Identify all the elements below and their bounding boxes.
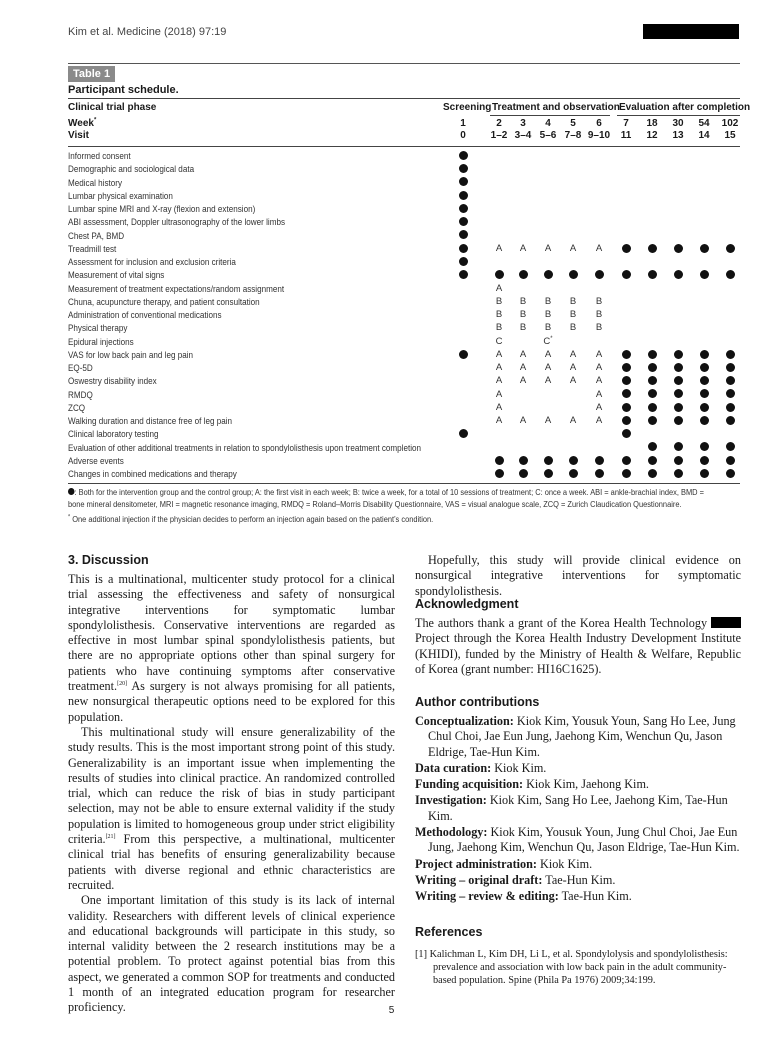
filled-dot-icon (618, 455, 634, 467)
filled-dot-icon (565, 269, 581, 281)
row-label: Oswestry disability index (68, 376, 157, 387)
filled-dot-icon (591, 269, 607, 281)
schedule-cell: A (495, 282, 503, 294)
schedule-cell: B (519, 295, 527, 307)
filled-dot-icon (722, 243, 738, 255)
filled-dot-icon (670, 349, 686, 361)
schedule-cell: A (595, 362, 603, 373)
filled-dot-icon (618, 375, 634, 387)
schedule-cell: B (495, 309, 503, 320)
contribution-item: Conceptualization: Kiok Kim, Yousuk Youn, Sang Ho Lee, Jung Chul Choi, Jae Eun Jung, Jaehong Kim, Wenchun Qu, Jason Eldrige, Tae-Hun Kim. (415, 714, 736, 759)
contribution-item: Investigation: Kiok Kim, Sang Ho Lee, Jaehong Kim, Tae-Hun Kim. (415, 793, 728, 823)
discussion-paragraph-3: One important limitation of this study is its lack of internal validity. Researchers with different levels of clinical experience and educational backgrounds will participate in this study, so internal validity between the 2 research institutions may be a potential problem. To protect against potential bias from this aspect, we generated a common SOP for treatments and conducted 1 month of an integrated education program for researcher proficiency. (68, 893, 395, 1015)
acknowledgment-heading: Acknowledgment (415, 597, 519, 611)
group-evaluation: Evaluation after completion (619, 102, 751, 113)
filled-dot-icon (722, 375, 738, 387)
row-label: Changes in combined medications and therapy (68, 469, 237, 479)
row-label: Demographic and sociological data (68, 164, 195, 175)
week-cell: 3 (520, 118, 526, 129)
row-label: ZCQ (68, 402, 86, 413)
filled-dot-icon (455, 230, 471, 242)
visit-cell: 5–6 (539, 130, 557, 141)
filled-dot-icon (696, 362, 712, 374)
filled-dot-icon (696, 389, 712, 401)
schedule-cell: A (495, 375, 503, 387)
schedule-cell: A (544, 348, 552, 360)
schedule-cell: B (495, 295, 503, 307)
filled-dot-icon (591, 455, 607, 467)
page-number: 5 (388, 1005, 395, 1016)
filled-dot-icon (644, 415, 660, 427)
schedule-cell: B (544, 309, 552, 320)
filled-dot-icon (455, 349, 471, 361)
schedule-cell: A (544, 415, 552, 426)
week-cell: 30 (672, 118, 684, 129)
table-bottom-rule (68, 483, 740, 484)
row-label: Evaluation of other additional treatments in relation to spondylolisthesis upon treatment completion (68, 442, 422, 453)
header-rule (68, 63, 740, 64)
filled-dot-icon (722, 468, 738, 480)
discussion-heading: 3. Discussion (68, 553, 149, 567)
schedule-cell: A (569, 348, 577, 360)
filled-dot-icon (670, 362, 686, 374)
filled-dot-icon (644, 243, 660, 255)
filled-dot-icon (515, 455, 531, 467)
week-cell: 6 (596, 118, 602, 129)
contributions-list (415, 714, 741, 906)
table-caption: Participant schedule. (68, 84, 179, 96)
visit-cell: 3–4 (514, 130, 532, 141)
visit-cell: 7–8 (564, 130, 582, 141)
filled-dot-icon (491, 455, 507, 467)
schedule-cell: A (569, 375, 577, 387)
filled-dot-icon (455, 243, 471, 255)
schedule-cell: A (495, 401, 503, 413)
week-header: Week* (68, 117, 97, 129)
filled-dot-icon (618, 468, 634, 480)
reference-item: [1] Kalichman L, Kim DH, Li L, et al. Spondylolysis and spondylolisthesis: prevalence and association with low back pain in the adult community-based population. Spine (Phila Pa 1976) 2009;34:199. (415, 949, 728, 986)
schedule-cell: B (595, 295, 603, 307)
visit-header: Visit (68, 130, 89, 141)
visit-cell: 9–10 (587, 130, 611, 141)
visit-cell: 14 (698, 130, 710, 141)
row-label: Treadmill test (68, 243, 117, 254)
schedule-cell: B (495, 322, 503, 334)
phase-header: Clinical trial phase (68, 102, 157, 113)
filled-dot-icon (618, 349, 634, 361)
row-label: Measurement of treatment expectations/random assignment (68, 283, 285, 294)
filled-dot-icon (618, 402, 634, 414)
filled-dot-icon (644, 389, 660, 401)
schedule-cell: A (519, 415, 527, 426)
row-label: Walking duration and distance free of leg pain (68, 416, 233, 426)
schedule-cell: B (569, 322, 577, 334)
filled-dot-icon (670, 402, 686, 414)
filled-dot-icon (644, 375, 660, 387)
visit-cell: 1–2 (490, 130, 508, 141)
row-label: Clinical laboratory testing (68, 429, 159, 440)
row-label: EQ-5D (68, 363, 93, 373)
visit-cell: 13 (672, 130, 684, 141)
visit-cell: 15 (724, 130, 736, 141)
discussion-text (68, 572, 395, 1016)
group-rule-treatment (490, 115, 610, 116)
filled-dot-icon (618, 243, 634, 255)
filled-dot-icon (644, 269, 660, 281)
filled-dot-icon (618, 428, 634, 440)
contributions-heading: Author contributions (415, 695, 540, 709)
filled-dot-icon (455, 190, 471, 202)
schedule-cell: A (569, 415, 577, 426)
schedule-cell: A (495, 348, 503, 360)
filled-dot-icon (670, 455, 686, 467)
schedule-cell: B (519, 322, 527, 334)
filled-dot-icon (565, 455, 581, 467)
week-cell: 4 (545, 118, 551, 129)
filled-dot-icon (618, 362, 634, 374)
filled-dot-icon (670, 269, 686, 281)
schedule-cell: B (544, 322, 552, 334)
row-label: Chuna, acupuncture therapy, and patient consultation (68, 296, 260, 307)
discussion-paragraph-2: This multinational study will ensure generalizability of the study results. This is the most important strong point of this study. Generalizability is an important issue when implementing the results of studies into clinical practice. An randomized controlled trial, which can reduce the risk of bias in study participant selection, may not be able to ensure external validity if the study population is limited to homogeneous group under strict eligibility criteria.[21] From this perspective, a multinational, multicenter clinical trial has benefits of ensuring generalizability because patients with diverse regional and ethnic characteristics are recruited. (68, 724, 395, 892)
week-cell: 1 (460, 118, 466, 129)
filled-dot-icon (696, 402, 712, 414)
row-label: Administration of conventional medications (68, 310, 222, 320)
schedule-cell: B (569, 295, 577, 307)
schedule-cell: B (595, 309, 603, 320)
schedule-cell: A (519, 362, 527, 373)
schedule-cell: B (519, 309, 527, 320)
filled-dot-icon (618, 415, 634, 427)
filled-dot-icon (696, 243, 712, 255)
filled-dot-icon (491, 468, 507, 480)
visit-cell: 12 (646, 130, 658, 141)
filled-dot-icon (565, 468, 581, 480)
schedule-cell: A (544, 375, 552, 387)
table-header-rule (68, 146, 740, 147)
filled-dot-icon (696, 269, 712, 281)
redaction-block (643, 24, 739, 39)
row-label: RMDQ (68, 389, 93, 400)
filled-dot-icon (455, 216, 471, 228)
week-cell: 2 (496, 118, 502, 129)
schedule-cell: A (595, 348, 603, 360)
filled-dot-icon (540, 468, 556, 480)
contribution-item: Funding acquisition: Kiok Kim, Jaehong Kim. (415, 777, 649, 792)
filled-dot-icon (696, 349, 712, 361)
contribution-item: Data curation: Kiok Kim. (415, 760, 547, 775)
schedule-cell: A (595, 401, 603, 413)
visit-cell: 0 (460, 130, 466, 141)
discussion-paragraph-4: Hopefully, this study will provide clinical evidence on nonsurgical integrative interventions for symptomatic spondylolisthesis. (415, 553, 741, 598)
row-label: Lumbar physical examination (68, 190, 173, 201)
group-treatment: Treatment and observation (492, 102, 620, 113)
schedule-cell: A (495, 362, 503, 373)
filled-dot-icon (455, 203, 471, 215)
filled-dot-icon (722, 269, 738, 281)
running-header: Kim et al. Medicine (2018) 97:19 (68, 26, 227, 38)
filled-dot-icon (722, 455, 738, 467)
filled-dot-icon (696, 375, 712, 387)
week-cell: 7 (623, 118, 629, 129)
filled-dot-icon (540, 455, 556, 467)
table-top-rule (68, 98, 740, 99)
filled-dot-icon (455, 177, 471, 189)
schedule-cell: A (519, 348, 527, 360)
filled-dot-icon (644, 455, 660, 467)
filled-dot-icon (491, 269, 507, 281)
table-label: Table 1 (68, 66, 115, 82)
filled-dot-icon (455, 428, 471, 440)
contribution-item: Methodology: Kiok Kim, Yousuk Youn, Jung Chul Choi, Jae Eun Jung, Jaehong Kim, Wenchun Qu, Jason Eldrige, Tae-Hun Kim. (415, 825, 740, 855)
schedule-cell: B (544, 295, 552, 307)
filled-dot-icon (644, 362, 660, 374)
schedule-cell: A (544, 362, 552, 373)
group-rule-evaluation (617, 115, 740, 116)
schedule-cell: A (569, 362, 577, 373)
schedule-cell: A (595, 388, 603, 400)
week-cell: 54 (698, 118, 710, 129)
schedule-cell: A (595, 242, 603, 254)
row-label: Adverse events (68, 455, 124, 466)
schedule-cell: A (595, 375, 603, 387)
schedule-cell: B (569, 309, 577, 320)
schedule-cell: A (595, 415, 603, 426)
filled-dot-icon (722, 349, 738, 361)
row-label: Physical therapy (68, 323, 128, 334)
row-label: Measurement of vital signs (68, 270, 165, 281)
schedule-cell: B (595, 322, 603, 334)
filled-dot-icon (515, 468, 531, 480)
contribution-item: Writing – review & editing: Tae-Hun Kim. (415, 889, 632, 904)
schedule-cell: A (544, 242, 552, 254)
references-heading: References (415, 925, 483, 939)
filled-dot-icon (455, 269, 471, 281)
filled-dot-icon (455, 150, 471, 162)
filled-dot-icon (722, 442, 738, 454)
week-cell: 102 (721, 118, 739, 129)
redaction-block (711, 617, 741, 628)
filled-dot-icon (644, 349, 660, 361)
filled-dot-icon (722, 415, 738, 427)
week-cell: 18 (646, 118, 658, 129)
contribution-item: Writing – original draft: Tae-Hun Kim. (415, 872, 616, 887)
filled-dot-icon (696, 415, 712, 427)
acknowledgment-text: The authors thank a grant of the Korea Health Technology Project through the Korea Health Industry Development Institute (KHIDI), funded by the Ministry of Health & Welfare, Republic of Korea (grant number: HI16C1625). (415, 616, 741, 676)
table-footnote-2: * One additional injection if the physician decides to perform an injection again based on the patient’s condition. (68, 514, 434, 524)
filled-dot-icon (670, 442, 686, 454)
filled-dot-icon (696, 468, 712, 480)
row-label: Chest PA, BMD (68, 230, 125, 241)
row-label: Assessment for inclusion and exclusion criteria (68, 257, 236, 267)
filled-dot-icon (696, 455, 712, 467)
schedule-cell: C (495, 335, 503, 347)
group-screening: Screening (443, 102, 492, 113)
filled-dot-icon (618, 269, 634, 281)
filled-dot-icon (722, 362, 738, 374)
schedule-cell: C* (543, 335, 553, 347)
discussion-paragraph-1: This is a multinational, multicenter study protocol for a clinical trial assessing the effectiveness and safety of nonsurgical integrative interventions for symptomatic lumbar spondylolisthesis. Conservative interventions are regarded as effective in most lumbar spinal spondylolisthesis patients, but there are no appropriate options other than spinal surgery for patients who have continuing symptoms after conservative treatment.[20] As surgery is not always promising for all patients, new nonsurgical therapeutic options need to be explored for this population. (68, 572, 395, 724)
filled-dot-icon (644, 442, 660, 454)
row-label: Epidural injections (68, 336, 134, 347)
row-label: Lumbar spine MRI and X-ray (flexion and extension) (68, 204, 256, 214)
filled-dot-icon (644, 468, 660, 480)
filled-dot-icon (591, 468, 607, 480)
schedule-cell: A (519, 242, 527, 254)
filled-dot-icon (670, 389, 686, 401)
filled-dot-icon (618, 389, 634, 401)
filled-dot-icon (696, 442, 712, 454)
filled-dot-icon (670, 415, 686, 427)
schedule-cell: A (519, 375, 527, 387)
row-label: Informed consent (68, 151, 131, 161)
filled-dot-icon (515, 269, 531, 281)
filled-dot-icon (455, 163, 471, 175)
filled-dot-icon (670, 375, 686, 387)
filled-dot-icon (722, 389, 738, 401)
schedule-cell: A (495, 415, 503, 426)
row-label: VAS for low back pain and leg pain (68, 349, 194, 360)
row-label: ABI assessment, Doppler ultrasonography of the lower limbs (68, 217, 286, 228)
filled-dot-icon (670, 243, 686, 255)
schedule-cell: A (495, 242, 503, 254)
row-label: Medical history (68, 177, 123, 188)
schedule-cell: A (495, 388, 503, 400)
week-cell: 5 (570, 118, 576, 129)
filled-dot-icon (455, 256, 471, 268)
filled-dot-icon (670, 468, 686, 480)
contribution-item: Project administration: Kiok Kim. (415, 856, 593, 871)
filled-dot-icon (540, 269, 556, 281)
filled-dot-icon (644, 402, 660, 414)
schedule-cell: A (569, 242, 577, 254)
table-footnote: : Both for the intervention group and the control group; A: the first visit in each week; B: twice a week, for a total of 10 sessions of treatment; C: once a week. ABI = ankle-brachial index, BMD = bone mineral densitometer, MRI = magnetic resonance imaging, RMDQ = Roland–Morris Disability Questionnaire, VAS = visual analogue scale, ZCQ = Zurich Claudication Questionnaire. (68, 488, 704, 509)
visit-cell: 11 (620, 130, 632, 141)
filled-dot-icon (722, 402, 738, 414)
